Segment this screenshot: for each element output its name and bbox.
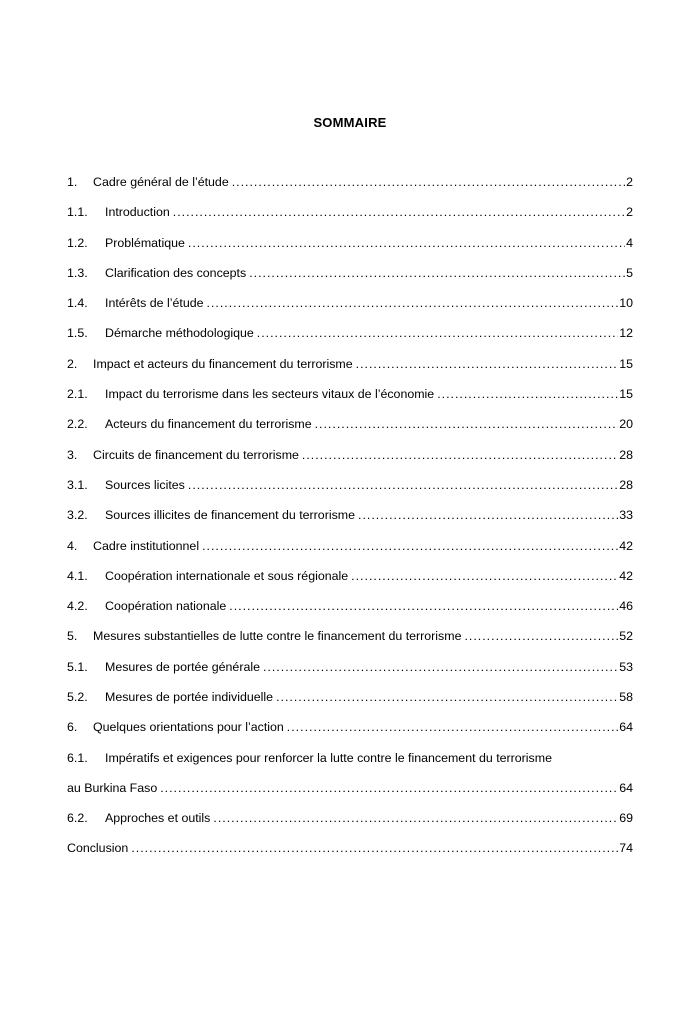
- toc-entry-page: 10: [619, 296, 633, 311]
- toc-entry-title: Approches et outils: [105, 810, 211, 825]
- toc-entry-title: Cadre institutionnel: [93, 538, 200, 553]
- toc-entry-number: 6.2.: [67, 810, 88, 825]
- toc-entry-title: Impératifs et exigences pour renforcer la lutte contre le financement du terrorisme: [105, 750, 552, 765]
- toc-dot-leader: [315, 414, 619, 434]
- toc-entry[interactable]: [67, 596, 633, 626]
- toc-entry-title: Quelques orientations pour l’action: [93, 720, 284, 735]
- toc-entry[interactable]: [67, 445, 633, 475]
- toc-entry-title: Démarche méthodologique: [105, 326, 254, 341]
- toc-entry-page: 28: [619, 477, 633, 492]
- toc-dot-leader: [188, 233, 625, 253]
- toc-entry-title: Intérêts de l’étude: [105, 296, 204, 311]
- toc-entry-page: 15: [619, 356, 633, 371]
- toc-entry[interactable]: [67, 202, 633, 232]
- toc-dot-leader: [276, 687, 618, 707]
- toc-entry-number: 2.1.: [67, 387, 88, 402]
- toc-entry-title: Impact du terrorisme dans les secteurs vitaux de l’économie: [105, 387, 435, 402]
- toc-entry-page: 53: [619, 659, 633, 674]
- toc-entry[interactable]: [67, 293, 633, 323]
- toc-entry[interactable]: [67, 626, 633, 656]
- toc-dot-leader: [229, 596, 618, 616]
- toc-entry-title: Sources illicites de financement du terrorisme: [105, 508, 355, 523]
- toc-entry-page: 42: [619, 538, 633, 553]
- toc-entry[interactable]: [67, 414, 633, 444]
- toc-entry-title: Clarification des concepts: [105, 265, 247, 280]
- toc-entry-title: Introduction: [105, 205, 170, 220]
- toc-dot-leader: [263, 657, 618, 677]
- toc-entry[interactable]: [67, 838, 633, 868]
- toc-entry-number: 5.2.: [67, 690, 88, 705]
- toc-dot-leader: [160, 778, 618, 798]
- toc-entry[interactable]: [67, 808, 633, 838]
- toc-entry[interactable]: [67, 172, 633, 202]
- toc-dot-leader: [356, 354, 619, 374]
- toc-entry-page: 4: [626, 235, 633, 250]
- toc-entry-number: 1.1.: [67, 205, 88, 220]
- toc-entry-title: Cadre général de l’étude: [93, 175, 229, 189]
- toc-entry-number: 1.5.: [67, 326, 88, 341]
- toc-dot-leader: [302, 445, 618, 465]
- toc-dot-leader: [202, 536, 618, 556]
- toc-entry-page: 64: [619, 720, 633, 735]
- toc-dot-leader: [173, 202, 625, 222]
- page-title: SOMMAIRE: [313, 115, 387, 130]
- toc-entry[interactable]: [67, 505, 633, 535]
- table-of-contents: [67, 172, 633, 868]
- toc-entry-title: Coopération internationale et sous régionale: [105, 568, 349, 583]
- toc-dot-leader: [351, 566, 618, 586]
- toc-entry[interactable]: [67, 657, 633, 687]
- toc-entry-page: 52: [619, 629, 633, 644]
- toc-entry[interactable]: [67, 475, 633, 505]
- toc-entry-number: 4.1.: [67, 568, 88, 583]
- toc-entry-page: 64: [619, 780, 633, 795]
- toc-entry[interactable]: [67, 323, 633, 353]
- toc-entry[interactable]: [67, 263, 633, 293]
- toc-entry[interactable]: [67, 536, 633, 566]
- toc-entry-title: Circuits de financement du terrorisme: [93, 447, 299, 462]
- toc-entry-title-continued: au Burkina Faso: [67, 780, 158, 795]
- toc-entry-number: 4.2.: [67, 599, 88, 614]
- toc-entry-page: 5: [626, 265, 633, 280]
- toc-entry-page: 15: [619, 387, 633, 402]
- toc-entry-number: 1.4.: [67, 296, 88, 311]
- toc-entry-number: 3.2.: [67, 508, 88, 523]
- toc-entry-number: 1.3.: [67, 265, 88, 280]
- toc-entry-page: 20: [619, 417, 633, 432]
- toc-entry[interactable]: [67, 687, 633, 717]
- toc-entry-number: 5.: [67, 629, 78, 644]
- toc-entry-page: 58: [619, 690, 633, 705]
- toc-dot-leader: [232, 172, 625, 192]
- toc-entry-page: 12: [619, 326, 633, 341]
- toc-dot-leader: [131, 838, 618, 858]
- toc-entry-number: 4.: [67, 538, 78, 553]
- toc-dot-leader: [213, 808, 618, 828]
- toc-entry[interactable]: [67, 354, 633, 384]
- toc-entry-page: 33: [619, 508, 633, 523]
- toc-entry-number: 2.: [67, 356, 78, 371]
- toc-entry-number: 1.2.: [67, 235, 88, 250]
- toc-dot-leader: [188, 475, 618, 495]
- toc-entry-page: 2: [626, 175, 633, 189]
- toc-dot-leader: [358, 505, 618, 525]
- toc-entry-title: Problématique: [105, 235, 185, 250]
- toc-entry-page: 28: [619, 447, 633, 462]
- toc-entry-page: 2: [626, 205, 633, 220]
- toc-entry-title: Mesures de portée individuelle: [105, 690, 274, 705]
- toc-entry-title: Coopération nationale: [105, 599, 227, 614]
- toc-entry-number: 6.1.: [67, 750, 88, 765]
- toc-dot-leader: [207, 293, 619, 313]
- toc-entry[interactable]: [67, 748, 633, 808]
- toc-entry-title: Acteurs du financement du terrorisme: [105, 417, 312, 432]
- toc-entry-page: 46: [619, 599, 633, 614]
- toc-entry-number: 1.: [67, 175, 78, 189]
- toc-entry-page: 42: [619, 568, 633, 583]
- toc-dot-leader: [249, 263, 625, 283]
- toc-entry[interactable]: [67, 233, 633, 263]
- toc-entry-number: 6.: [67, 720, 78, 735]
- toc-entry-title: Sources licites: [105, 477, 185, 492]
- toc-entry-page: 74: [619, 840, 633, 855]
- toc-entry-title: Conclusion: [67, 840, 129, 855]
- toc-entry-number: 2.2.: [67, 417, 88, 432]
- toc-entry-number: 3.: [67, 447, 78, 462]
- toc-dot-leader: [464, 626, 618, 646]
- toc-entry-title: Impact et acteurs du financement du terrorisme: [93, 356, 353, 371]
- toc-entry-page: 69: [619, 810, 633, 825]
- toc-entry[interactable]: [67, 566, 633, 596]
- toc-dot-leader: [287, 717, 618, 737]
- toc-entry[interactable]: [67, 717, 633, 747]
- toc-entry-title: Mesures de portée générale: [105, 659, 260, 674]
- toc-entry-number: 5.1.: [67, 659, 88, 674]
- toc-entry-title: Mesures substantielles de lutte contre le financement du terrorisme: [93, 629, 462, 644]
- toc-dot-leader: [257, 323, 618, 343]
- toc-entry[interactable]: [67, 384, 633, 414]
- toc-entry-number: 3.1.: [67, 477, 88, 492]
- toc-dot-leader: [437, 384, 618, 404]
